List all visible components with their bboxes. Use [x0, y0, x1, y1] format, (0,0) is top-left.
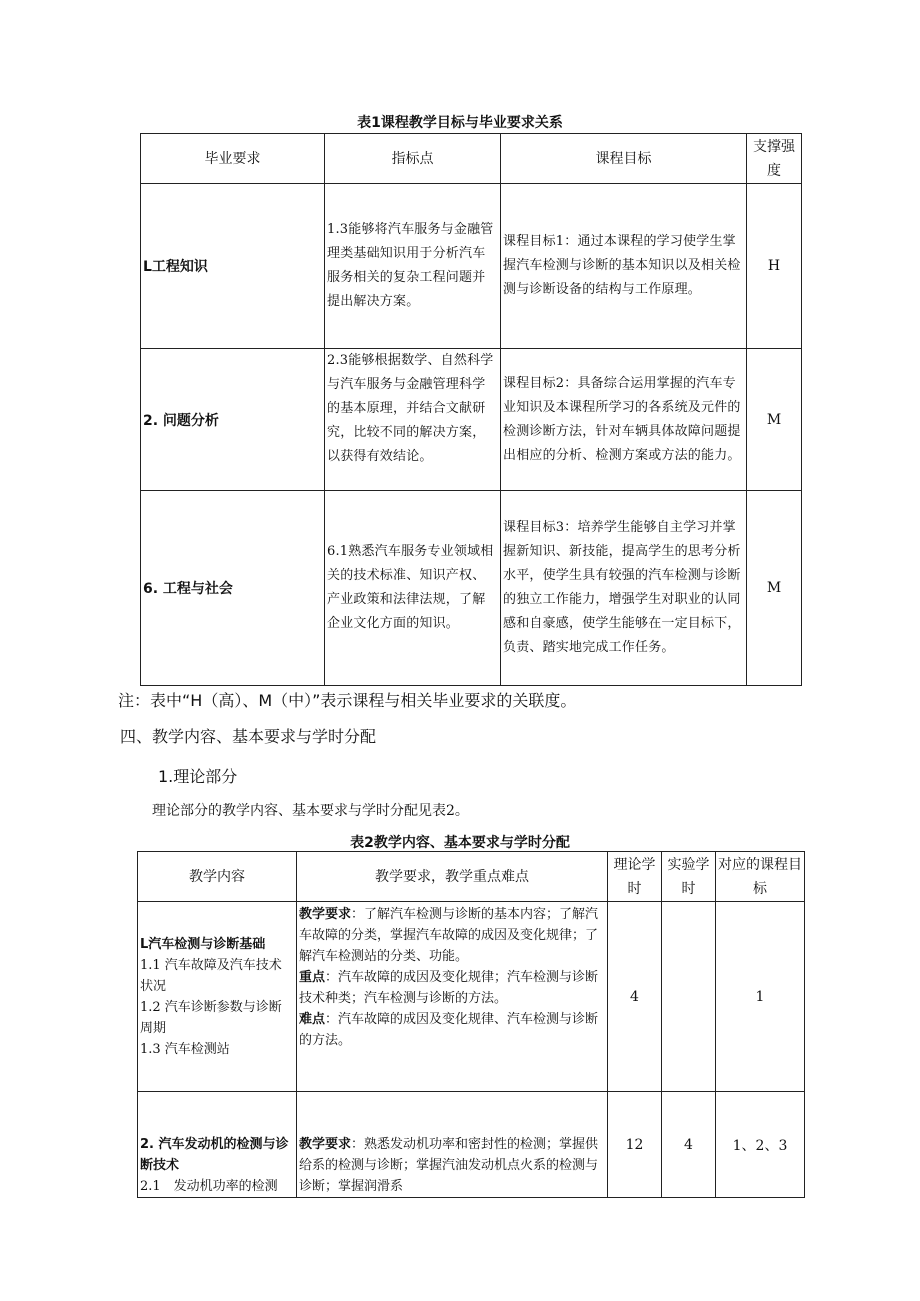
table1-requirement: 2. 问题分析	[141, 349, 325, 491]
table2-content-title: L汽车检测与诊断基础	[140, 936, 266, 952]
table2-row	[138, 1092, 805, 1198]
table2	[137, 851, 805, 1198]
table2-header-theory-hours: 理论学时	[608, 852, 662, 902]
table2-content-cell	[138, 1092, 297, 1198]
table2-header-lab-hours: 实验学时	[662, 852, 716, 902]
table1-course-goal: 课程目标2：具备综合运用掌握的汽车专业知识及本课程所学习的各系统及元件的检测诊断方法，针对车辆具体故障问题提出相应的分析、检测方案或方法的能力。	[501, 349, 747, 491]
table1-indicator-point: 6.1熟悉汽车服务专业领域相关的技术标准、知识产权、产业政策和法律法规，了解企业文化方面的知识。	[325, 491, 501, 686]
table2-content-item: 1.1 汽车故障及汽车技术状况	[140, 957, 282, 994]
table1-indicator-point: 2.3能够根据数学、自然科学与汽车服务与金融管理科学的基本原理，并结合文献研究，比较不同的解决方案，以获得有效结论。	[325, 349, 501, 491]
table1-header-point: 指标点	[325, 134, 501, 184]
table1-row	[141, 491, 802, 686]
table1-note: 注：表中“H（高）、M（中）”表示课程与相关毕业要求的关联度。	[118, 691, 577, 710]
difficulty-label: 难点	[299, 1012, 326, 1027]
table1-caption: 表1课程教学目标与毕业要求关系	[357, 115, 563, 131]
table1-header-requirement: 毕业要求	[141, 134, 325, 184]
table2-content-cell	[138, 902, 297, 1092]
key-text: ：汽车故障的成因及变化规律；汽车检测与诊断技术种类；汽车检测与诊断的方法。	[299, 970, 599, 1006]
req-label: 教学要求	[299, 907, 352, 922]
table1	[140, 133, 802, 686]
intro-paragraph: 理论部分的教学内容、基本要求与学时分配见表2。	[152, 803, 469, 819]
req-text: ：了解汽车检测与诊断的基本内容；了解汽车故障的分类，掌握汽车故障的成因及变化规律；了解汽车检测站的分类、功能。	[299, 907, 599, 964]
key-label: 重点	[299, 970, 326, 985]
table2-theory-hours: 4	[608, 902, 662, 1092]
table2-content-item: 2.1 发动机功率的检测	[140, 1179, 278, 1194]
table2-header-content: 教学内容	[138, 852, 297, 902]
table1-requirement: 6. 工程与社会	[141, 491, 325, 686]
table2-goals: 1、2、3	[716, 1092, 805, 1198]
table2-requirements-cell	[297, 902, 608, 1092]
table1-row	[141, 184, 802, 349]
section-title: 四、教学内容、基本要求与学时分配	[120, 727, 377, 746]
table2-header-goals: 对应的课程目标	[716, 852, 805, 902]
table2-header-requirements: 教学要求，教学重点难点	[297, 852, 608, 902]
table2-lab-hours: 4	[662, 1092, 716, 1198]
table1-course-goal: 课程目标1：通过本课程的学习使学生掌握汽车检测与诊断的基本知识以及相关检测与诊断设备的结构与工作原理。	[501, 184, 747, 349]
table1-course-goal: 课程目标3：培养学生能够自主学习并掌握新知识、新技能，提高学生的思考分析水平，使学生具有较强的汽车检测与诊断的独立工作能力，增强学生对职业的认同感和自豪感，使学生能够在一定目标下，负责、踏实地完成工作任务。	[501, 491, 747, 686]
table1-requirement: L工程知识	[141, 184, 325, 349]
table1-strength: H	[747, 184, 802, 349]
table2-goals: 1	[716, 902, 805, 1092]
table2-row	[138, 902, 805, 1092]
table2-caption: 表2教学内容、基本要求与学时分配	[350, 835, 570, 851]
table1-header-goal: 课程目标	[501, 134, 747, 184]
table2-theory-hours: 12	[608, 1092, 662, 1198]
table2-lab-hours	[662, 902, 716, 1092]
table1-header-strength: 支撑强度	[747, 134, 802, 184]
table2-content-item: 1.2 汽车诊断参数与诊断周期	[140, 999, 282, 1036]
req-label: 教学要求	[299, 1137, 352, 1152]
table2-content-title: 2. 汽车发动机的检测与诊断技术	[140, 1137, 289, 1173]
table2-content-item: 1.3 汽车检测站	[140, 1041, 230, 1057]
subsection-title: 1.理论部分	[158, 767, 238, 786]
table1-indicator-point: 1.3能够将汽车服务与金融管理类基础知识用于分析汽车服务相关的复杂工程问题并提出解决方案。	[325, 184, 501, 349]
table1-row	[141, 349, 802, 491]
req-text: ：熟悉发动机功率和密封性的检测；掌握供给系的检测与诊断；掌握汽油发动机点火系的检测与诊断；掌握润滑系	[299, 1137, 599, 1194]
table1-header-row	[141, 134, 802, 184]
table2-requirements-cell	[297, 1092, 608, 1198]
difficulty-text: ：汽车故障的成因及变化规律、汽车检测与诊断的方法。	[299, 1012, 599, 1048]
table1-strength: M	[747, 349, 802, 491]
table1-strength: M	[747, 491, 802, 686]
table2-header-row	[138, 852, 805, 902]
